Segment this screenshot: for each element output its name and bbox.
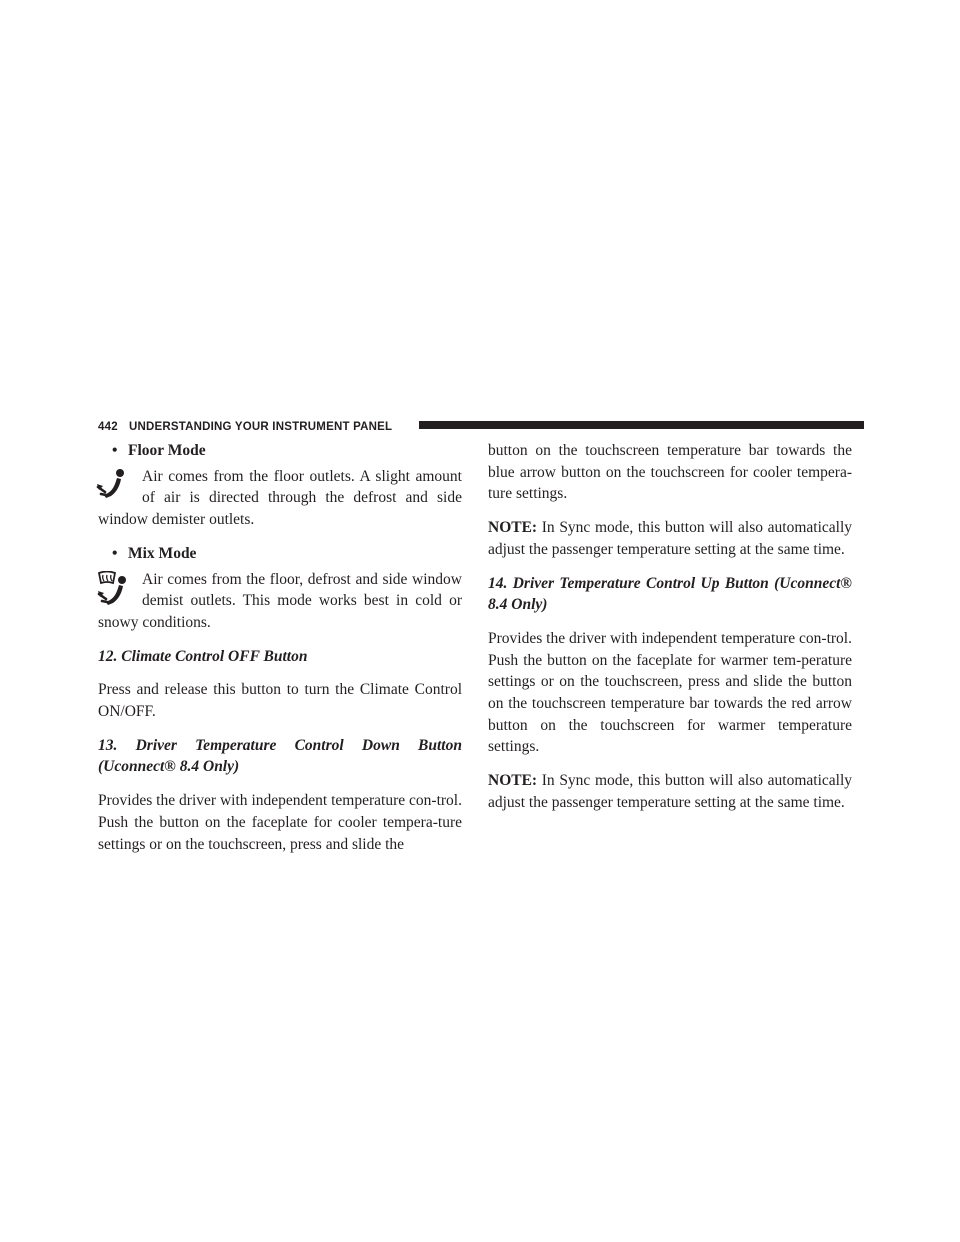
item-12-text: Press and release this button to turn the Climate Control ON/OFF. — [98, 681, 462, 721]
item-13-text: Provides the driver with independent temperature con-trol. Push the button on the faceplate for cooler tempera-ture settings or on the touchscreen, press and slide the — [98, 792, 462, 853]
mix-mode-title-text: Mix Mode — [128, 544, 197, 562]
bullet-icon: • — [112, 544, 118, 562]
floor-mode-icon — [96, 468, 128, 504]
item-13-continuation: button on the touchscreen temperature bar towards the blue arrow button on the touchscreen for cooler tempera-ture settings. — [488, 442, 852, 503]
bullet-icon: • — [112, 442, 118, 459]
mix-mode-title — [98, 543, 462, 565]
page-number: 442 — [98, 421, 118, 433]
floor-mode-text: Air comes from the floor outlets. A slight amount of air is directed through the defrost and side window demister outlets. — [98, 467, 462, 529]
floor-mode-title — [98, 440, 462, 462]
note-2 — [488, 770, 852, 813]
item-14-heading: 14. Driver Temperature Control Up Button (Uconnect® 8.4 Only) — [488, 574, 852, 614]
floor-mode-title-text: Floor Mode — [128, 442, 206, 459]
section-title: UNDERSTANDING YOUR INSTRUMENT PANEL — [129, 421, 393, 433]
mix-mode-text: Air comes from the floor, defrost and side window demist outlets. This mode works best in cold or snowy conditions. — [98, 570, 462, 631]
mix-mode-item — [98, 569, 462, 634]
note-1-label: NOTE: — [488, 519, 538, 537]
item-12-heading: 12. Climate Control OFF Button — [98, 647, 308, 665]
note-2-text: In Sync mode, this button will also automatically adjust the passenger temperature setting at the same time. — [488, 772, 852, 811]
page-header — [98, 419, 864, 435]
note-2-label: NOTE: — [488, 772, 538, 790]
right-column — [488, 440, 852, 826]
item-14-text: Provides the driver with independent temperature con-trol. Push the button on the faceplate for warmer tem-perature settings or on the touchscreen, press and slide the button on the touchscreen temperature bar towards the red arrow button on the touchscreen for warmer temperature settings. — [488, 629, 852, 756]
header-rule — [419, 421, 864, 429]
item-13-heading: 13. Driver Temperature Control Down Button (Uconnect® 8.4 Only) — [98, 736, 462, 776]
left-column — [98, 440, 462, 867]
floor-mode-item — [98, 466, 462, 531]
mix-mode-icon — [96, 571, 128, 607]
note-1 — [488, 517, 852, 560]
note-1-text: In Sync mode, this button will also automatically adjust the passenger temperature setting at the same time. — [488, 519, 852, 558]
